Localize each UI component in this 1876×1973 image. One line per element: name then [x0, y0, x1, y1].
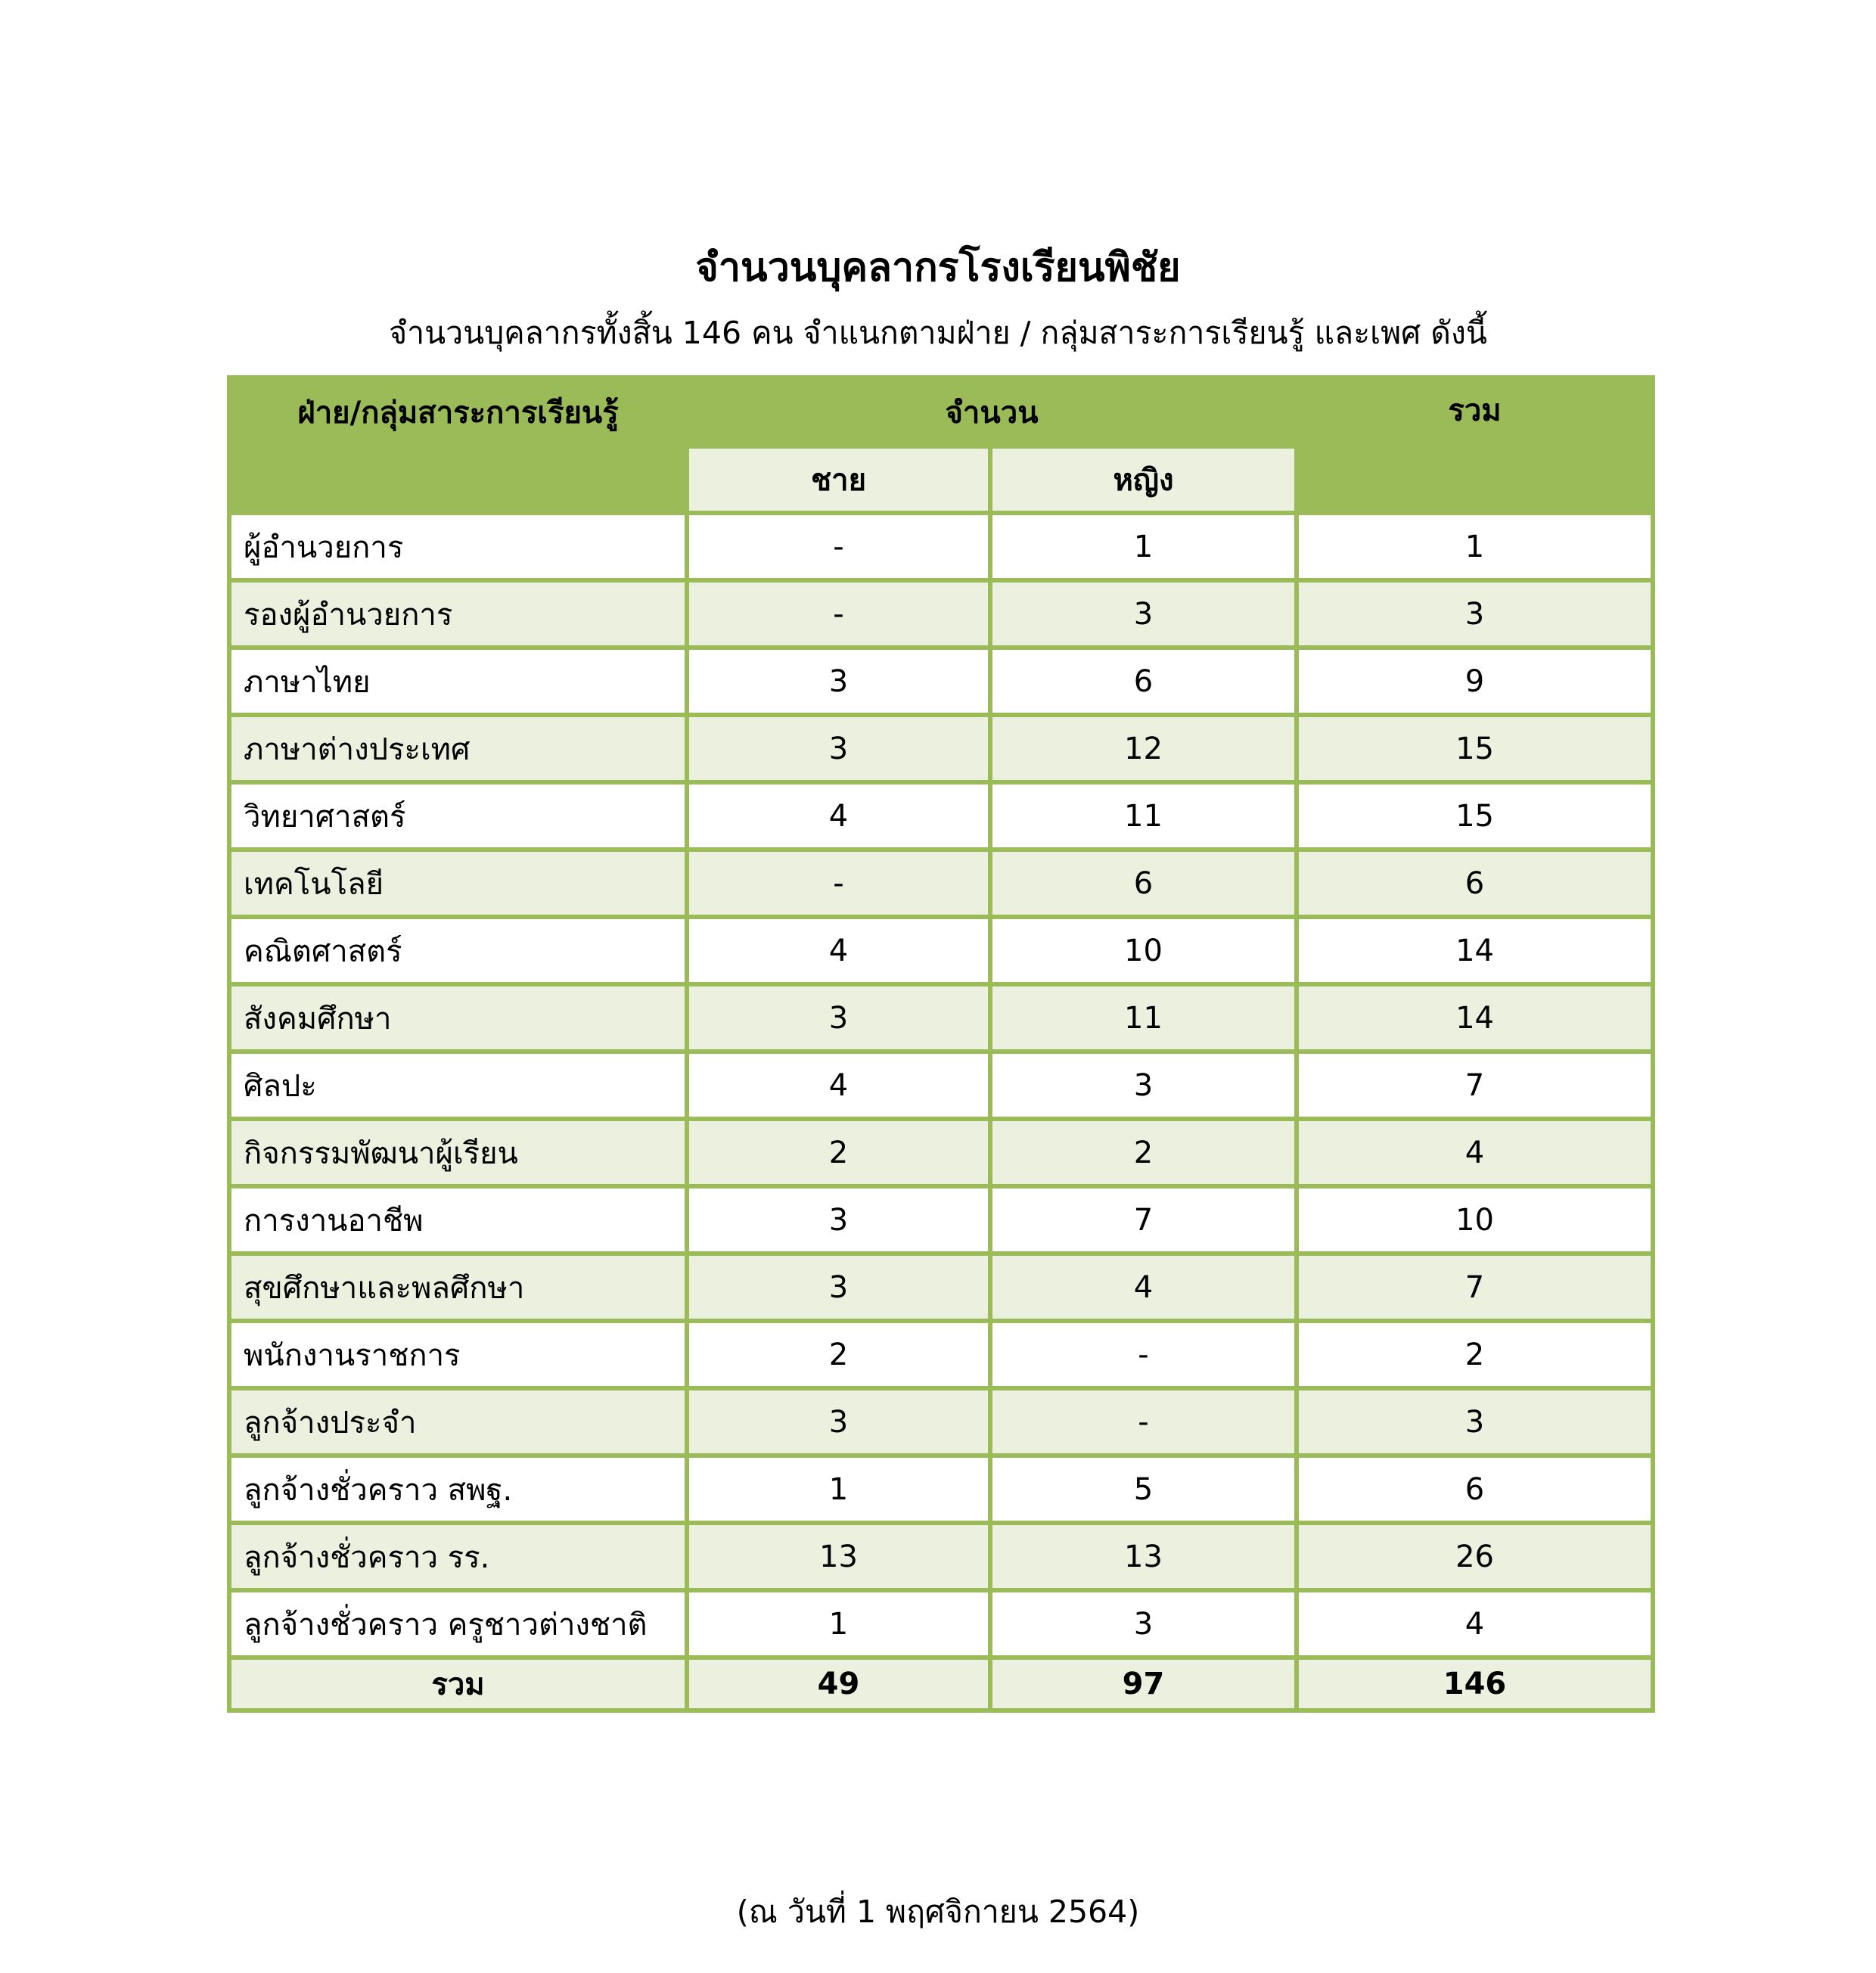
cell-male: 4	[687, 782, 990, 850]
cell-group: ลูกจ้างชั่วคราว ครูชาวต่างชาติ	[229, 1590, 687, 1658]
header-row	[229, 378, 1653, 446]
cell-female: 13	[990, 1523, 1297, 1590]
cell-female: 3	[990, 1590, 1297, 1658]
table-row	[229, 1590, 1653, 1658]
table-row	[229, 984, 1653, 1052]
cell-total: 7	[1297, 1052, 1653, 1119]
cell-group: ภาษาต่างประเทศ	[229, 715, 687, 782]
header-group-empty	[229, 446, 687, 513]
cell-male: 3	[687, 715, 990, 782]
table-row	[229, 1254, 1653, 1321]
cell-group: ภาษาไทย	[229, 648, 687, 715]
cell-female: 3	[990, 1052, 1297, 1119]
header-total: รวม	[1297, 378, 1653, 513]
cell-female: 7	[990, 1186, 1297, 1254]
cell-total: 1	[1297, 513, 1653, 580]
cell-total: 15	[1297, 782, 1653, 850]
cell-male: -	[687, 513, 990, 580]
as-of-date-note: (ณ วันที่ 1 พฤศจิกายน 2564)	[736, 1894, 1140, 1930]
cell-total: 9	[1297, 648, 1653, 715]
table-row	[229, 1388, 1653, 1456]
header-group: ฝ่าย/กลุ่มสาระการเรียนรู้	[229, 378, 687, 446]
cell-total: 3	[1297, 580, 1653, 648]
cell-total: 3	[1297, 1388, 1653, 1456]
cell-female: 3	[990, 580, 1297, 648]
cell-total: 7	[1297, 1254, 1653, 1321]
cell-male: -	[687, 580, 990, 648]
cell-female: 11	[990, 782, 1297, 850]
total-row	[229, 1658, 1653, 1710]
cell-female: 10	[990, 917, 1297, 984]
cell-male: 3	[687, 1388, 990, 1456]
cell-group: สังคมศึกษา	[229, 984, 687, 1052]
cell-total: 4	[1297, 1590, 1653, 1658]
total-label: รวม	[229, 1658, 687, 1710]
cell-total: 10	[1297, 1186, 1653, 1254]
table-row	[229, 1119, 1653, 1186]
table-body	[229, 513, 1653, 1658]
cell-male: 4	[687, 917, 990, 984]
cell-total: 26	[1297, 1523, 1653, 1590]
table-row	[229, 513, 1653, 580]
table-header	[229, 378, 1653, 513]
cell-male: 1	[687, 1456, 990, 1523]
cell-total: 4	[1297, 1119, 1653, 1186]
total-male: 49	[687, 1658, 990, 1710]
cell-male: -	[687, 850, 990, 917]
cell-male: 3	[687, 1186, 990, 1254]
table-row	[229, 850, 1653, 917]
cell-male: 3	[687, 648, 990, 715]
cell-female: 4	[990, 1254, 1297, 1321]
cell-group: วิทยาศาสตร์	[229, 782, 687, 850]
header-female: หญิง	[990, 446, 1297, 513]
cell-group: พนักงานราชการ	[229, 1321, 687, 1388]
table-row	[229, 917, 1653, 984]
table-row	[229, 580, 1653, 648]
cell-male: 2	[687, 1321, 990, 1388]
document-subtitle: จำนวนบุคลากรทั้งสิ้น 146 คน จำแนกตามฝ่าย / กลุ่มสาระการเรียนรู้ และเพศ ดังนี้	[389, 315, 1487, 351]
header-count: จำนวน	[687, 378, 1297, 446]
table-row	[229, 1186, 1653, 1254]
cell-female: 6	[990, 850, 1297, 917]
table-row	[229, 648, 1653, 715]
cell-group: คณิตศาสตร์	[229, 917, 687, 984]
document-title: จำนวนบุคลากรโรงเรียนพิชัย	[695, 245, 1181, 291]
cell-male: 1	[687, 1590, 990, 1658]
table-row	[229, 1321, 1653, 1388]
table-row	[229, 782, 1653, 850]
cell-total: 6	[1297, 1456, 1653, 1523]
table-row	[229, 1523, 1653, 1590]
total-female: 97	[990, 1658, 1297, 1710]
cell-group: เทคโนโลยี	[229, 850, 687, 917]
cell-female: 11	[990, 984, 1297, 1052]
cell-total: 14	[1297, 917, 1653, 984]
cell-male: 3	[687, 984, 990, 1052]
staff-table	[227, 375, 1655, 1713]
table-row	[229, 1456, 1653, 1523]
cell-total: 15	[1297, 715, 1653, 782]
cell-female: 6	[990, 648, 1297, 715]
header-male: ชาย	[687, 446, 990, 513]
table-row	[229, 1052, 1653, 1119]
cell-male: 2	[687, 1119, 990, 1186]
cell-group: ลูกจ้างชั่วคราว สพฐ.	[229, 1456, 687, 1523]
cell-group: กิจกรรมพัฒนาผู้เรียน	[229, 1119, 687, 1186]
cell-female: -	[990, 1321, 1297, 1388]
total-all: 146	[1297, 1658, 1653, 1710]
cell-group: รองผู้อำนวยการ	[229, 580, 687, 648]
cell-total: 2	[1297, 1321, 1653, 1388]
cell-female: -	[990, 1388, 1297, 1456]
cell-group: ลูกจ้างชั่วคราว รร.	[229, 1523, 687, 1590]
cell-female: 5	[990, 1456, 1297, 1523]
cell-group: ลูกจ้างประจำ	[229, 1388, 687, 1456]
cell-group: ศิลปะ	[229, 1052, 687, 1119]
cell-male: 13	[687, 1523, 990, 1590]
cell-female: 12	[990, 715, 1297, 782]
cell-group: ผู้อำนวยการ	[229, 513, 687, 580]
cell-group: สุขศึกษาและพลศึกษา	[229, 1254, 687, 1321]
cell-male: 4	[687, 1052, 990, 1119]
table-row	[229, 715, 1653, 782]
cell-female: 2	[990, 1119, 1297, 1186]
cell-male: 3	[687, 1254, 990, 1321]
cell-group: การงานอาชีพ	[229, 1186, 687, 1254]
cell-total: 6	[1297, 850, 1653, 917]
cell-female: 1	[990, 513, 1297, 580]
cell-total: 14	[1297, 984, 1653, 1052]
